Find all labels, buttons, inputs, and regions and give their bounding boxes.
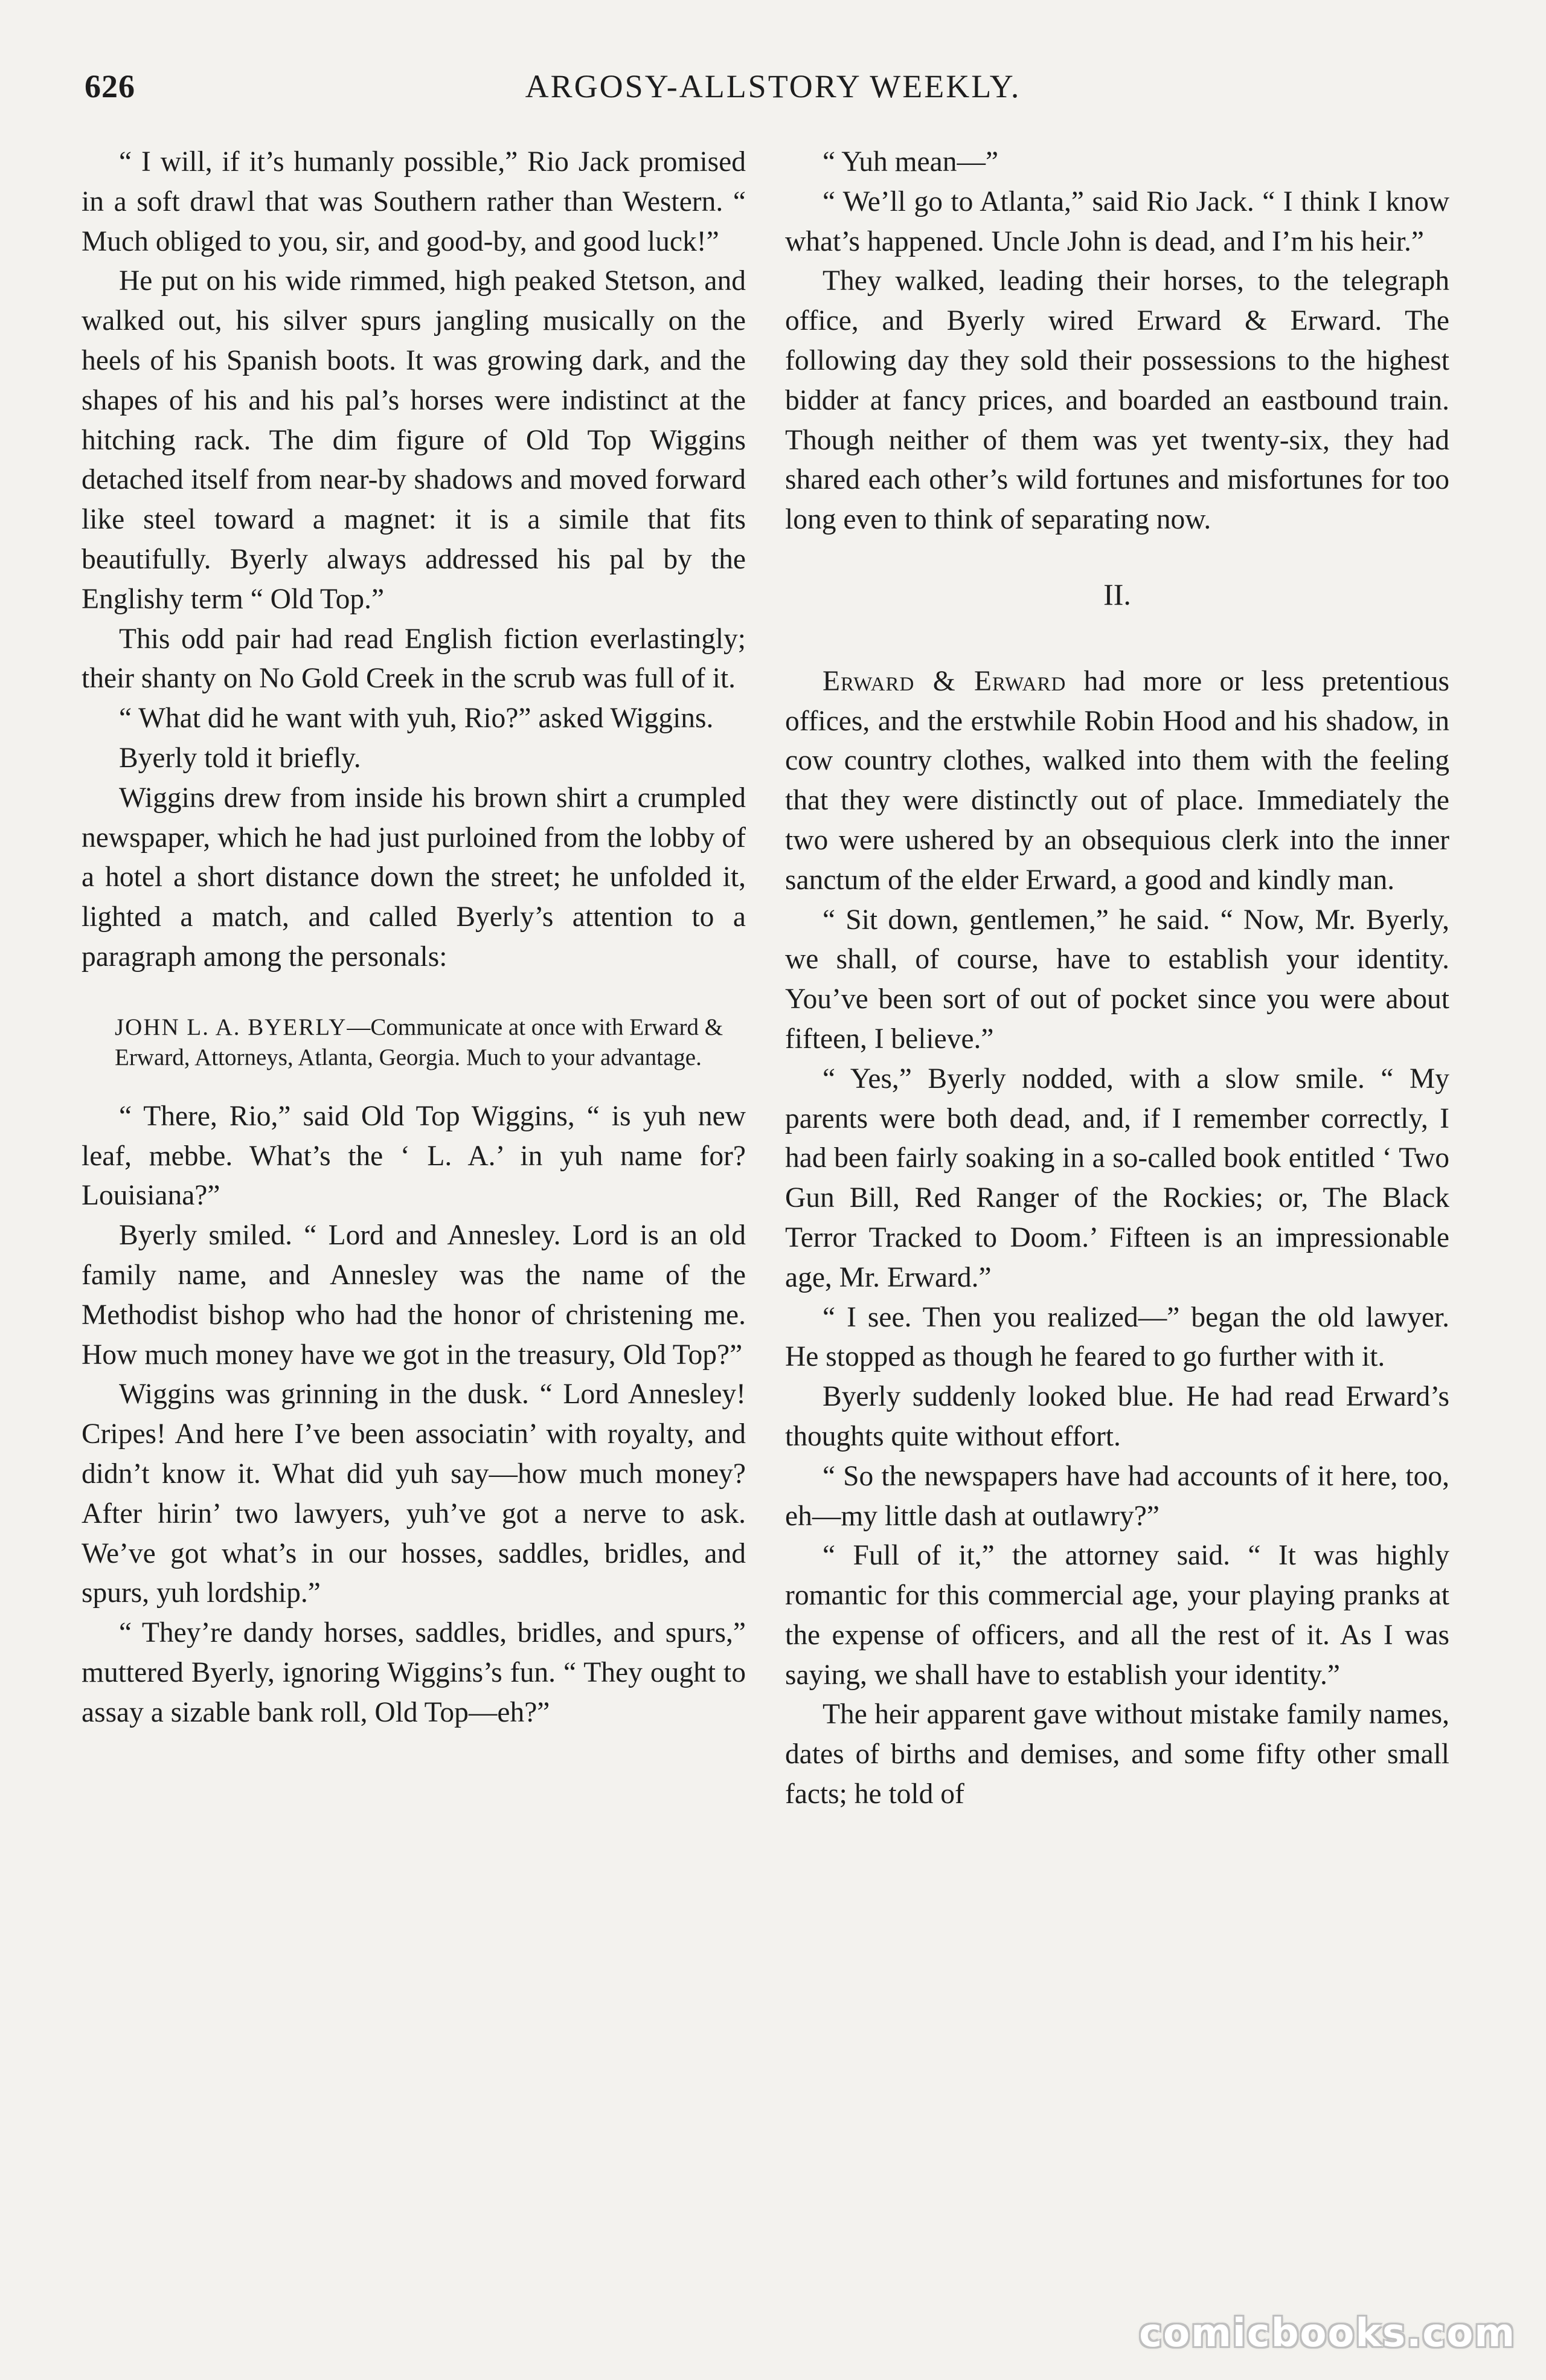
paragraph: They walked, leading their horses, to the telegraph office, and Byerly wired Erward & Erward. The following day they sold their possessions to the highest bidder at fancy prices, and boarded an eastbound train. Though neither of them was yet twenty-six, they had shared each other’s wild fortunes and misfortunes for too long even to think of separating now.	[785, 265, 1449, 536]
paragraph: Byerly told it briefly.	[119, 742, 361, 774]
paragraph: “ What did he want with yuh, Rio?” asked Wiggins.	[119, 703, 714, 735]
paragraph: This odd pair had read English fiction everlastingly; their shanty on No Gold Creek in the scrub was full of it.	[82, 623, 746, 695]
paragraph: Wiggins drew from inside his brown shirt a crumpled newspaper, which he had just purloined from the lobby of a hotel a short distance down the street; he unfolded it, lighted a match, and called Byerly’s attention to a paragraph among the personals:	[82, 782, 746, 973]
paragraph: “ Yuh mean—”	[823, 146, 999, 178]
watermark: comicbooks.com	[1139, 2311, 1516, 2356]
personal-notice	[115, 1012, 746, 1073]
paragraph: “ We’ll go to Atlanta,” said Rio Jack. “ I think I know what’s happened. Uncle John is dead, and I’m his heir.”	[785, 185, 1449, 257]
left-column	[82, 143, 746, 1732]
paragraph: “ So the newspapers have had accounts of it here, too, eh—my little dash at outlawry?”	[785, 1460, 1449, 1532]
paragraph-text: had more or less pretentious offices, and the erstwhile Robin Hood and his shadow, in cow country clothes, walked into them with the feeling that they were distinctly out of place. Immediately the two were ushered by an obsequious clerk into the inner sanctum of the elder Erward, a good and kindly man.	[785, 665, 1449, 896]
paragraph: “ There, Rio,” said Old Top Wiggins, “ is yuh new leaf, mebbe. What’s the ‘ L. A.’ in yuh name for? Louisiana?”	[82, 1100, 746, 1212]
running-head: ARGOSY-ALLSTORY WEEKLY.	[525, 68, 1021, 105]
paragraph: Wiggins was grinning in the dusk. “ Lord Annesley! Cripes! And here I’ve been associatin’ with royalty, and didn’t know it. What did yuh say—how much money? After hirin’ two lawyers, yuh’ve got a nerve to ask. We’ve got what’s in our hosses, saddles, bridles, and spurs, yuh lordship.”	[82, 1378, 746, 1609]
page-number: 626	[85, 68, 135, 105]
paragraph	[785, 662, 1449, 901]
personal-notice-name: JOHN L. A. BYERLY	[115, 1014, 347, 1040]
paragraph: Byerly smiled. “ Lord and Annesley. Lord is an old family name, and Annesley was the name of the Methodist bishop who had the honor of christening me. How much money have we got in the treasury, Old Top?”	[82, 1220, 746, 1371]
right-column	[785, 143, 1449, 1815]
section-heading: II.	[1103, 577, 1131, 611]
firm-name: Erward & Erward	[823, 665, 1066, 697]
paragraph: The heir apparent gave without mistake family names, dates of births and demises, and some fifty other small facts; he told of	[785, 1699, 1449, 1810]
paragraph: “ They’re dandy horses, saddles, bridles, and spurs,” muttered Byerly, ignoring Wiggins’s fun. “ They ought to assay a sizable bank roll, Old Top—eh?”	[82, 1617, 746, 1728]
paragraph: “ I see. Then you realized—” began the old lawyer. He stopped as though he feared to go further with it.	[785, 1301, 1449, 1373]
paragraph: Byerly suddenly looked blue. He had read Erward’s thoughts quite without effort.	[785, 1381, 1449, 1452]
paragraph: “ I will, if it’s humanly possible,” Rio Jack promised in a soft drawl that was Southern rather than Western. “ Much obliged to you, sir, and good-by, and good luck!”	[82, 146, 746, 257]
paragraph: He put on his wide rimmed, high peaked Stetson, and walked out, his silver spurs jangling musically on the heels of his Spanish boots. It was growing dark, and the shapes of his and his pal’s horses were indistinct at the hitching rack. The dim figure of Old Top Wiggins detached itself from near-by shadows and moved forward like steel toward a magnet: it is a simile that fits beautifully. Byerly always addressed his pal by the Englishy term “ Old Top.”	[82, 265, 746, 615]
page-header	[85, 68, 1461, 116]
paragraph: “ Full of it,” the attorney said. “ It was highly romantic for this commercial age, your playing pranks at the expense of officers, and all the rest of it. As I was saying, we shall have to establish your identity.”	[785, 1540, 1449, 1691]
paragraph: “ Sit down, gentlemen,” he said. “ Now, Mr. Byerly, we shall, of course, have to establish your identity. You’ve been sort of out of pocket since you were about fifteen, I believe.”	[785, 904, 1449, 1055]
paragraph: “ Yes,” Byerly nodded, with a slow smile. “ My parents were both dead, and, if I remember correctly, I had been fairly soaking in a so-called book entitled ‘ Two Gun Bill, Red Ranger of the Rockies; or, The Black Terror Tracked to Doom.’ Fifteen is an impressionable age, Mr. Erward.”	[785, 1063, 1449, 1293]
personal-notice-body: —Communicate at once with Erward & Erward, Attorneys, Atlanta, Georgia. Much to your advantage.	[115, 1014, 723, 1070]
